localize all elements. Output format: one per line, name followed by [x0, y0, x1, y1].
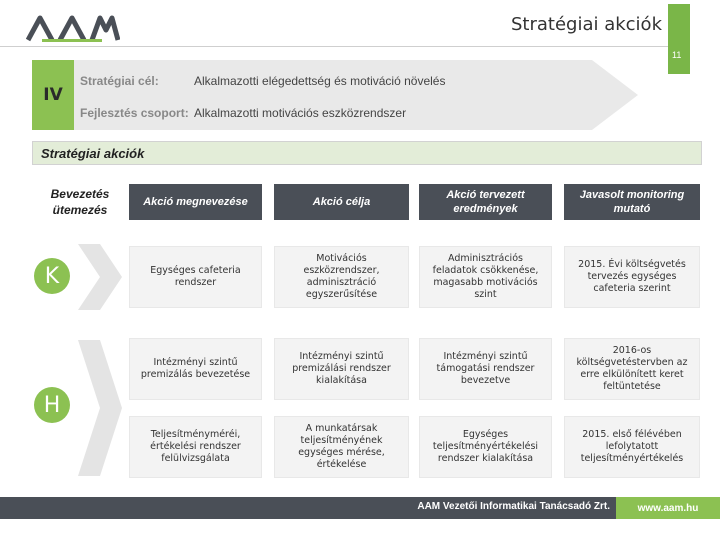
- page-number: 11: [672, 50, 682, 60]
- goal-label: Stratégiai cél:: [80, 74, 159, 88]
- column-header-goal: Akció célja: [274, 184, 409, 220]
- table-cell: 2016-os költségvetéstervben az erre elkülönített keret feltüntetése: [564, 338, 700, 400]
- table-cell: Adminisztrációs feladatok csökkenése, magasabb motivációs szint: [419, 246, 552, 308]
- table-cell: A munkatársak teljesítményének egységes mérése, értékelése: [274, 416, 409, 478]
- table-cell: Motivációs eszközrendszer, adminisztráció egyszerűsítése: [274, 246, 409, 308]
- schedule-label: Bevezetés ütemezés: [50, 187, 110, 217]
- chevron-right-icon: [78, 244, 122, 310]
- section-title: Stratégiai akciók: [32, 141, 702, 165]
- group-k-badge: K: [34, 258, 70, 294]
- group-label: Fejlesztés csoport:: [80, 106, 189, 120]
- table-cell: Intézményi szintű támogatási rendszer bevezetve: [419, 338, 552, 400]
- goal-value: Alkalmazotti elégedettség és motiváció növelés: [194, 74, 446, 88]
- footer-bar: [0, 497, 720, 519]
- group-h-badge: H: [34, 387, 70, 423]
- column-header-results: Akció tervezett eredmények: [419, 184, 552, 220]
- accent-bar: [668, 4, 690, 74]
- footer-website-link[interactable]: www.aam.hu: [616, 497, 720, 519]
- table-cell: Egységes cafeteria rendszer: [129, 246, 262, 308]
- footer-company: AAM Vezetői Informatikai Tanácsadó Zrt.: [417, 501, 610, 512]
- page-title: Stratégiai akciók: [510, 14, 662, 35]
- top-divider: [0, 46, 668, 47]
- table-cell: 2015. Évi költségvetés tervezés egységes cafeteria szerint: [564, 246, 700, 308]
- table-cell: Teljesítményméréi, értékelési rendszer felülvizsgálata: [129, 416, 262, 478]
- column-header-monitoring: Javasolt monitoring mutató: [564, 184, 700, 220]
- table-cell: Intézményi szintű premizálási rendszer kialakítása: [274, 338, 409, 400]
- band-roman-numeral: IV: [32, 60, 74, 130]
- group-value: Alkalmazotti motivációs eszközrendszer: [194, 106, 407, 120]
- table-cell: Intézményi szintű premizálás bevezetése: [129, 338, 262, 400]
- table-cell: 2015. első félévében lefolytatott teljesítményértékelés: [564, 416, 700, 478]
- column-header-name: Akció megnevezése: [129, 184, 262, 220]
- table-cell: Egységes teljesítményértékelési rendszer kialakítása: [419, 416, 552, 478]
- chevron-right-icon: [78, 340, 122, 476]
- aam-logo: [26, 14, 120, 42]
